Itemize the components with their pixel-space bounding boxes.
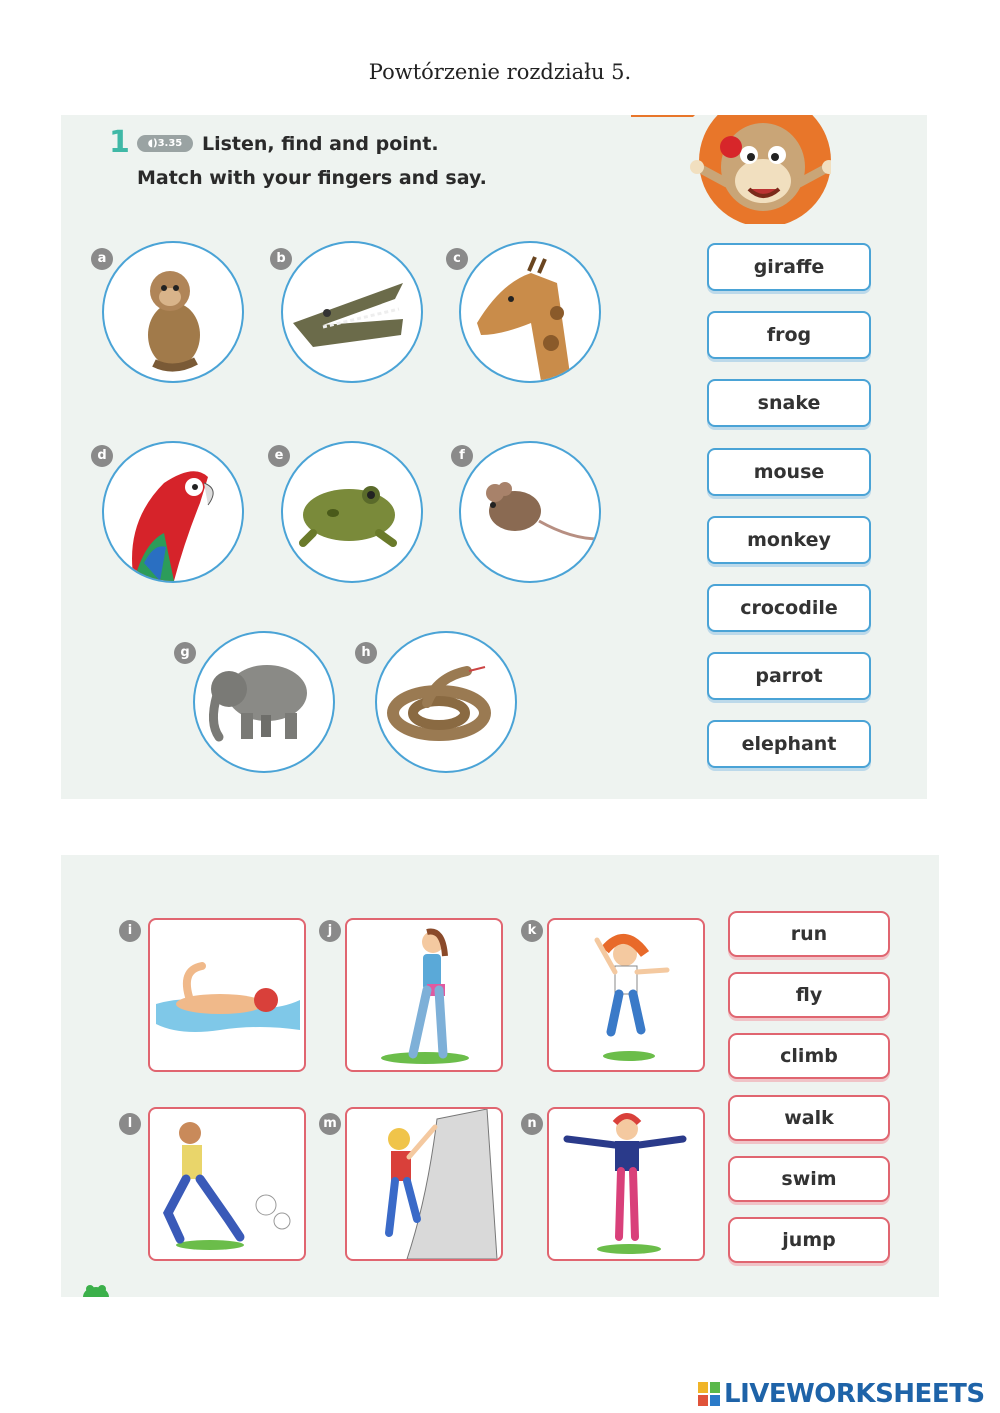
monkey-photo xyxy=(102,241,244,383)
word-mouse[interactable]: mouse xyxy=(707,448,871,496)
swimming-boy-illustration xyxy=(148,918,306,1072)
parrot-photo xyxy=(102,441,244,583)
label-c: c xyxy=(446,248,468,270)
label-b: b xyxy=(270,248,292,270)
flying-girl-illustration xyxy=(547,1107,705,1261)
exercise-1-panel xyxy=(61,115,927,799)
label-n: n xyxy=(521,1113,543,1135)
label-j: j xyxy=(319,920,341,942)
word-walk[interactable]: walk xyxy=(728,1095,890,1141)
frog-photo xyxy=(281,441,423,583)
mascot-illustration xyxy=(631,115,831,224)
word-elephant[interactable]: elephant xyxy=(707,720,871,768)
word-giraffe[interactable]: giraffe xyxy=(707,243,871,291)
word-fly[interactable]: fly xyxy=(728,972,890,1018)
speaker-icon: ◖) xyxy=(147,138,158,149)
brand-name: LIVEWORKSHEETS xyxy=(724,1379,985,1409)
elephant-photo xyxy=(193,631,335,773)
jumping-girl-illustration xyxy=(547,918,705,1072)
word-climb[interactable]: climb xyxy=(728,1033,890,1079)
label-a: a xyxy=(91,248,113,270)
label-d: d xyxy=(91,445,113,467)
running-boy-illustration xyxy=(148,1107,306,1261)
climbing-boy-illustration xyxy=(345,1107,503,1261)
word-run[interactable]: run xyxy=(728,911,890,957)
label-g: g xyxy=(174,642,196,664)
exercise-number: 1 xyxy=(109,125,130,160)
label-i: i xyxy=(119,920,141,942)
label-h: h xyxy=(355,642,377,664)
audio-track-badge[interactable] xyxy=(137,135,193,152)
label-k: k xyxy=(521,920,543,942)
exercise-2-panel xyxy=(61,855,939,1297)
label-f: f xyxy=(451,445,473,467)
frog-corner-icon xyxy=(81,1281,111,1297)
crocodile-photo xyxy=(281,241,423,383)
word-frog[interactable]: frog xyxy=(707,311,871,359)
word-monkey[interactable]: monkey xyxy=(707,516,871,564)
word-snake[interactable]: snake xyxy=(707,379,871,427)
audio-track-number: 3.35 xyxy=(157,138,183,149)
instruction-line-2: Match with your fingers and say. xyxy=(137,167,487,189)
page-title: Powtórzenie rozdziału 5. xyxy=(368,60,632,84)
label-m: m xyxy=(319,1113,341,1135)
word-swim[interactable]: swim xyxy=(728,1156,890,1202)
walking-girl-illustration xyxy=(345,918,503,1072)
mouse-photo xyxy=(459,441,601,583)
word-parrot[interactable]: parrot xyxy=(707,652,871,700)
snake-photo xyxy=(375,631,517,773)
label-e: e xyxy=(268,445,290,467)
instruction-line-1: Listen, find and point. xyxy=(202,133,439,155)
word-jump[interactable]: jump xyxy=(728,1217,890,1263)
liveworksheets-brand[interactable] xyxy=(698,1379,985,1409)
word-crocodile[interactable]: crocodile xyxy=(707,584,871,632)
liveworksheets-logo-icon xyxy=(698,1382,720,1406)
label-l: l xyxy=(119,1113,141,1135)
giraffe-photo xyxy=(459,241,601,383)
